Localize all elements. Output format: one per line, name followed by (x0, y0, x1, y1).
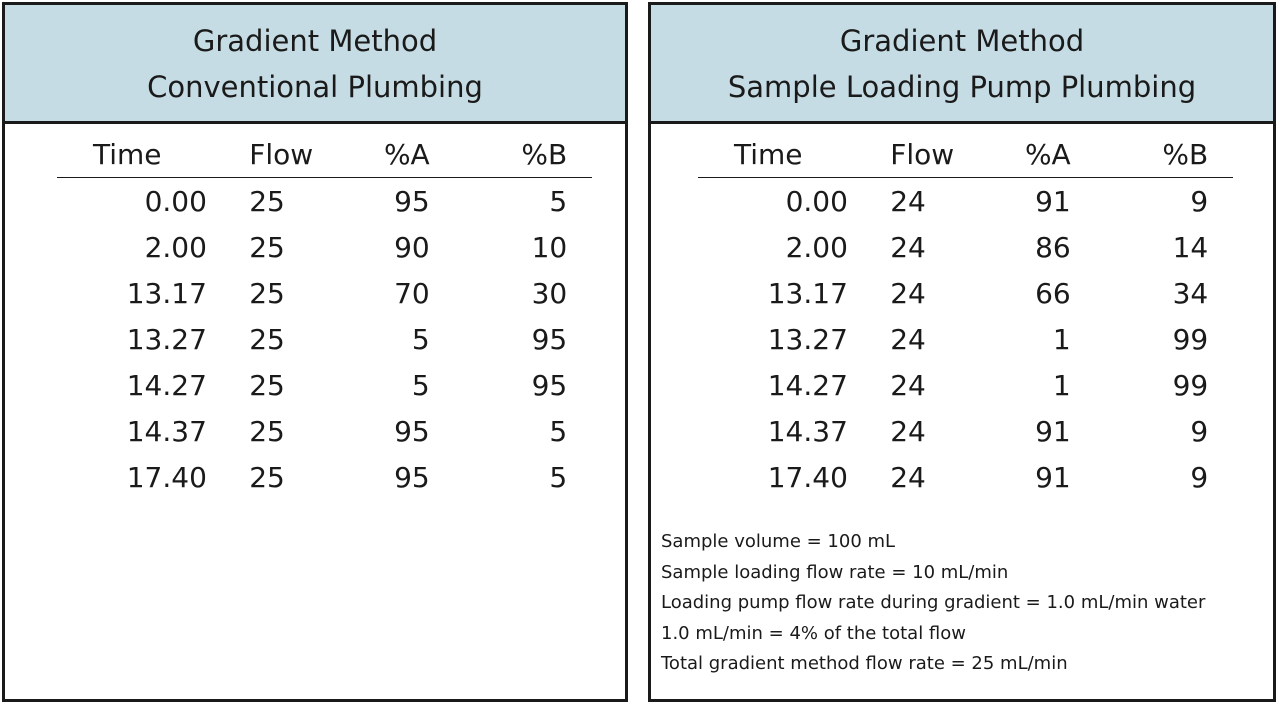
cell-time: 0.00 (785, 184, 848, 218)
col-header-b: %B (1162, 131, 1208, 178)
table-row (698, 270, 1233, 316)
table-row (57, 178, 592, 225)
panel-header (5, 5, 625, 124)
cell-b: 9 (1190, 414, 1209, 448)
note-line: Total gradient method flow rate = 25 mL/min (661, 653, 1068, 674)
cell-flow: 24 (890, 276, 926, 310)
cell-b: 5 (549, 460, 568, 494)
table-row (57, 454, 592, 500)
cell-a: 86 (1035, 230, 1071, 264)
cell-b: 9 (1190, 460, 1209, 494)
cell-time: 14.37 (126, 414, 207, 448)
cell-b: 5 (549, 414, 568, 448)
cell-b: 5 (549, 184, 568, 218)
cell-b: 95 (531, 368, 568, 402)
cell-a: 91 (1035, 414, 1071, 448)
cell-a: 95 (394, 414, 430, 448)
col-header-b: %B (521, 131, 567, 178)
cell-a: 70 (394, 276, 430, 310)
table-row (698, 224, 1233, 270)
cell-time: 17.40 (126, 460, 207, 494)
cell-flow: 24 (890, 460, 926, 494)
cell-time: 0.00 (144, 184, 207, 218)
note-line: Loading pump flow rate during gradient = 1.0 mL/min water (661, 592, 1206, 613)
cell-flow: 25 (249, 230, 285, 264)
panel-subtitle: Sample Loading Pump Plumbing (727, 70, 1197, 104)
cell-b: 14 (1172, 230, 1209, 264)
cell-time: 13.17 (767, 276, 848, 310)
cell-a: 90 (394, 230, 430, 264)
col-header-time: Time (57, 131, 207, 178)
cell-time: 13.27 (126, 322, 207, 356)
cell-a: 95 (394, 184, 430, 218)
col-header-a: %A (380, 131, 429, 178)
note-line: Sample volume = 100 mL (661, 531, 896, 552)
table-row (57, 316, 592, 362)
table-row (57, 224, 592, 270)
table-row (698, 408, 1233, 454)
cell-a: 1 (1052, 322, 1071, 356)
cell-time: 13.27 (767, 322, 848, 356)
cell-flow: 25 (249, 460, 285, 494)
cell-time: 13.17 (126, 276, 207, 310)
cell-time: 2.00 (144, 230, 207, 264)
cell-time: 17.40 (767, 460, 848, 494)
cell-a: 91 (1035, 460, 1071, 494)
cell-flow: 25 (249, 322, 285, 356)
cell-a: 66 (1035, 276, 1071, 310)
cell-time: 14.37 (767, 414, 848, 448)
cell-flow: 24 (890, 414, 926, 448)
panel-header (651, 5, 1273, 124)
cell-flow: 25 (249, 414, 285, 448)
table-row (57, 362, 592, 408)
cell-a: 5 (411, 368, 430, 402)
cell-flow: 24 (890, 322, 926, 356)
gradient-table (698, 131, 1233, 500)
cell-flow: 25 (249, 368, 285, 402)
table-row (698, 362, 1233, 408)
col-header-flow: Flow (890, 131, 959, 178)
col-header-time: Time (698, 131, 848, 178)
cell-flow: 24 (890, 368, 926, 402)
table-header-row (698, 131, 1233, 178)
cell-time: 14.27 (767, 368, 848, 402)
col-header-a: %A (1021, 131, 1070, 178)
conventional-plumbing-panel (2, 2, 628, 702)
note-line: 1.0 mL/min = 4% of the total flow (661, 622, 967, 644)
cell-b: 95 (531, 322, 568, 356)
sample-loading-pump-panel (648, 2, 1276, 702)
table-row (57, 408, 592, 454)
gradient-table (57, 131, 592, 500)
cell-b: 9 (1190, 184, 1209, 218)
panel-title: Gradient Method (192, 24, 438, 58)
table-row (57, 270, 592, 316)
cell-a: 1 (1052, 368, 1071, 402)
cell-b: 99 (1172, 368, 1209, 402)
cell-b: 10 (531, 230, 568, 264)
panel-subtitle: Conventional Plumbing (147, 70, 483, 104)
cell-b: 30 (531, 276, 568, 310)
col-header-flow: Flow (249, 131, 318, 178)
table-row (698, 316, 1233, 362)
cell-a: 91 (1035, 184, 1071, 218)
table-row (698, 178, 1233, 225)
note-line: Sample loading flow rate = 10 mL/min (661, 561, 1009, 583)
table-header-row (57, 131, 592, 178)
cell-flow: 25 (249, 184, 285, 218)
table-row (698, 454, 1233, 500)
cell-flow: 25 (249, 276, 285, 310)
cell-time: 14.27 (126, 368, 207, 402)
panel-title: Gradient Method (839, 24, 1085, 58)
method-notes (661, 527, 1205, 680)
cell-b: 99 (1172, 322, 1209, 356)
cell-b: 34 (1172, 276, 1209, 310)
cell-flow: 24 (890, 230, 926, 264)
cell-a: 95 (394, 460, 430, 494)
cell-flow: 24 (890, 184, 926, 218)
cell-time: 2.00 (785, 230, 848, 264)
cell-a: 5 (411, 322, 430, 356)
